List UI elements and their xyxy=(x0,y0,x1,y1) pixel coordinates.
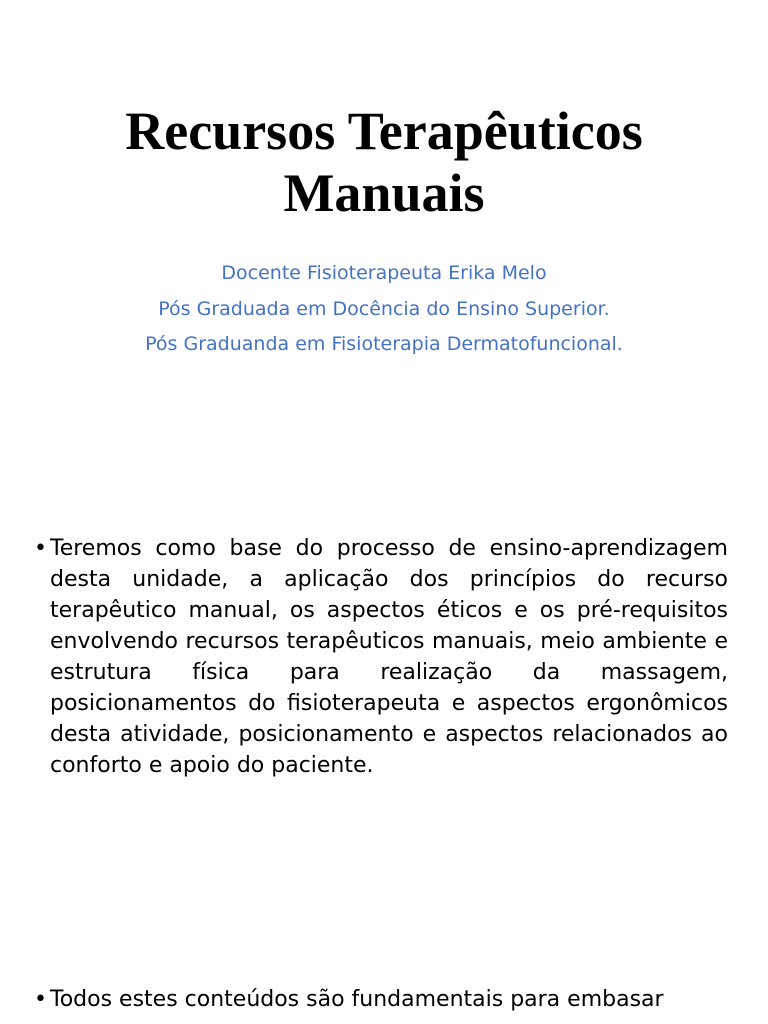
slide-title-line-2: Manuais xyxy=(283,163,485,223)
bullet-marker: • xyxy=(34,536,47,561)
bullet-marker: • xyxy=(34,987,47,1012)
slide-title-line-1: Recursos Terapêuticos xyxy=(125,101,643,161)
bullet-text: Todos estes conteúdos são fundamentais para embasar xyxy=(50,987,664,1012)
subtitle-line-specialization: Pós Graduanda em Fisioterapia Dermatofuncional. xyxy=(145,333,623,355)
bullet-paragraph-2 xyxy=(34,984,728,1015)
subtitle-line-graduation: Pós Graduada em Docência do Ensino Superior. xyxy=(158,297,610,320)
slide-title xyxy=(0,100,768,224)
bullet-text: Teremos como base do processo de ensino-aprendizagem desta unidade, a aplicação dos princípios do recurso terapêutico manual, os aspectos éticos e os pré-requisitos envolvendo recursos terapêuticos manuais, meio ambiente e estrutura física para realização da massagem, posicionamentos do fisioterapeuta e aspectos ergonômicos desta atividade, posicionamento e aspectos relacionados ao conforto e apoio do paciente. xyxy=(50,536,728,778)
subtitle-line-author: Docente Fisioterapeuta Erika Melo xyxy=(221,262,547,284)
bullet-paragraph-1 xyxy=(34,533,728,781)
slide-subtitle xyxy=(0,256,768,363)
